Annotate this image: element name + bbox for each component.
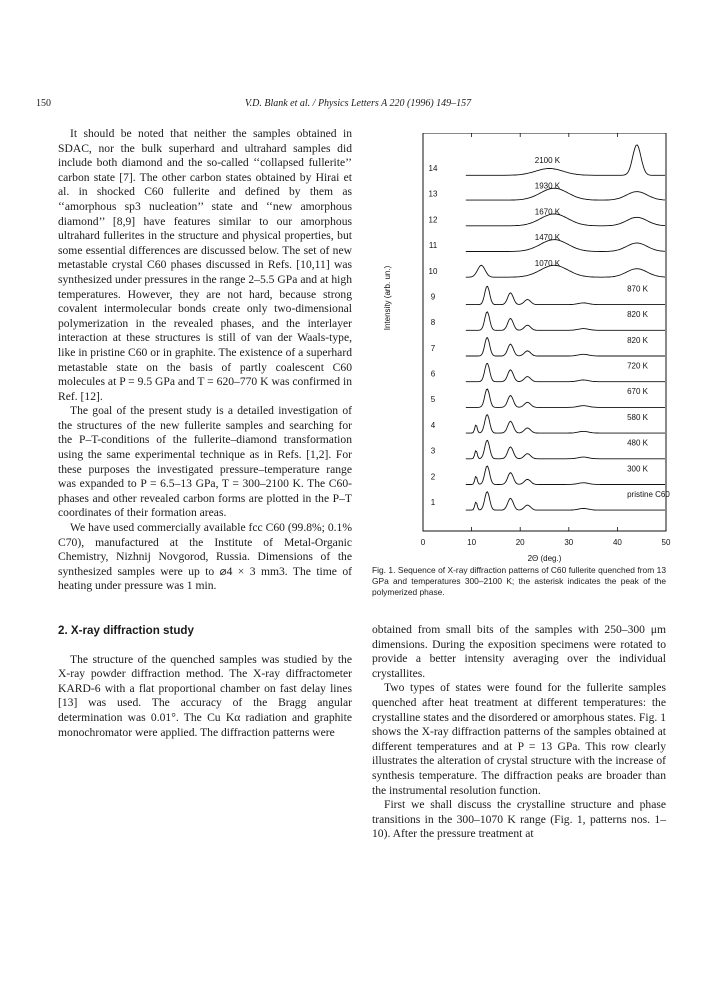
temperature-label: 870 K	[627, 284, 649, 294]
pattern-number: 1	[430, 498, 436, 507]
page-header	[36, 98, 680, 112]
temperature-label: 670 K	[627, 387, 649, 397]
paragraph: obtained from small bits of the samples with 250–300 μm dimensions. During the exposition specimens were rotated to provide a better intensity averaging over the individual crystallites.	[372, 623, 666, 680]
x-tick-label: 20	[515, 538, 525, 547]
page-number: 150	[36, 98, 51, 109]
section-heading: 2. X-ray diffraction study	[58, 624, 194, 637]
paragraph: It should be noted that neither the samples obtained in SDAC, nor the bulk superhard and ultrahard samples did include both diamond and the so-called ‘‘collapsed fullerite’’ carbon state [7]. The other carbon states obtained by Hirai et al. in shocked C60 fullerite and defined by them as ‘‘amorphous sp3 nucleation’’ state and ‘‘new amorphous diamond’’ [8,9] have features similar to our amorphous ultrahard fullerites in the structure and physical properties, but some essential differences are discussed below. The set of new metastable crystal C60 phases discussed in Refs. [10,11] was synthesized under pressures in the range 2–5.5 GPa and at high temperatures. However, they are not hard, because strong covalent intermolecular bonds create only two-dimensional polymerization in the revealed phases, and the interlayer interaction at these structures is still of van der Waals-type, like in pristine C60 or in graphite. The existence of a superhard metastable state on the basis of partly coalescent C60 molecules at P = 9.5 GPa and T = 620–770 K was confirmed in Ref. [12].	[58, 127, 352, 403]
pattern-number: 4	[430, 420, 436, 430]
pattern-number: 13	[428, 189, 438, 199]
paragraph: Two types of states were found for the fullerite samples quenched after heat treatment at different temperatures: the crystalline states and the disordered or amorphous states. Fig. 1 shows the X-ray diffraction patterns of the samples obtained at different temperatures and at P = 13 GPa. This row clearly illustrates the alteration of crystal structure with the increase of synthesis temperature. The diffraction peaks are broader than the instrumental resolution function.	[372, 681, 666, 797]
paragraph: We have used commercially available fcc C60 (99.8%; 0.1% C70), manufactured at the Institute of Metal-Organic Chemistry, Nizhnij Novgorod, Russia. Dimensions of the synthesized samples were up to ⌀4 × 3 mm3. The time of heating under pressure was 1 min.	[58, 521, 352, 593]
paragraph: The goal of the present study is a detailed investigation of the structures of the new fullerite samples and searching for the P–T-conditions of the fullerite–diamond transformation using the same experimental technique as in Refs. [1,2]. For these purposes the investigated pressure–temperature range was expanded to P = 6.5–13 GPa, T = 300–2100 K. The C60-phases and other revealed carbon forms are plotted in the P–T coordinates of their formation areas.	[58, 404, 352, 520]
temperature-label: 300 K	[627, 464, 649, 474]
temperature-label: 580 K	[627, 412, 649, 422]
x-tick-label: 30	[564, 538, 574, 547]
pattern-number: 10	[428, 266, 438, 276]
temperature-label: 1930 K	[534, 181, 561, 191]
diffraction-curve	[466, 188, 665, 200]
temperature-label: 1470 K	[534, 233, 561, 243]
pattern-number: 2	[430, 472, 436, 482]
x-tick-label: 10	[467, 538, 477, 547]
pattern-number: 3	[430, 446, 436, 456]
temperature-label: 720 K	[627, 361, 649, 371]
pattern-number: 7	[430, 343, 436, 353]
running-head: V.D. Blank et al. / Physics Letters A 220 (1996) 149–157	[244, 98, 472, 109]
pattern-number: 14	[428, 164, 438, 173]
diffraction-curve	[466, 265, 665, 277]
pattern-number: 12	[428, 215, 438, 225]
paragraph: First we shall discuss the crystalline structure and phase transitions in the 300–1070 K range (Fig. 1, patterns nos. 1–10). After the pressure treatment at	[372, 798, 666, 841]
right-column	[372, 623, 666, 842]
diffraction-curve	[466, 214, 665, 226]
x-tick-label: 0	[420, 538, 426, 547]
x-tick-label: 50	[661, 538, 671, 547]
temperature-label: pristine C60	[627, 490, 670, 499]
diffraction-curve	[466, 145, 665, 176]
diffraction-curve	[466, 240, 665, 252]
pattern-number: 11	[428, 241, 438, 251]
temperature-label: 1070 K	[534, 258, 561, 268]
left-column	[58, 127, 352, 740]
figure-caption: Fig. 1. Sequence of X-ray diffraction patterns of C60 fullerite quenched from 13 GPa and temperatures 300–2100 K; the asterisk indicates the peak of the polymerized phase.	[372, 565, 666, 597]
paragraph: The structure of the quenched samples was studied by the X-ray powder diffraction method. The X-ray diffractometer KARD-6 with a flat proportional chamber on fast delay lines [13] was used. The accuracy of the Bragg angular determination was 0.01°. The Cu Kα radiation and graphite monochromator were applied. The diffraction patterns were	[58, 652, 352, 739]
pattern-number: 8	[430, 318, 436, 328]
y-axis-label: Intensity (arb. un.)	[383, 265, 392, 331]
temperature-label: 820 K	[627, 310, 649, 320]
temperature-label: 2100 K	[534, 156, 561, 165]
temperature-label: 480 K	[627, 438, 649, 448]
figure-xrd-patterns	[380, 133, 676, 563]
x-tick-label: 40	[612, 538, 622, 547]
temperature-label: 820 K	[627, 335, 649, 345]
temperature-label: 1670 K	[534, 207, 561, 217]
x-axis-label: 2Θ (deg.)	[527, 554, 562, 563]
xrd-plot	[380, 133, 676, 563]
pattern-number: 9	[430, 292, 436, 302]
pattern-number: 5	[430, 395, 436, 405]
pattern-number: 6	[430, 369, 436, 379]
